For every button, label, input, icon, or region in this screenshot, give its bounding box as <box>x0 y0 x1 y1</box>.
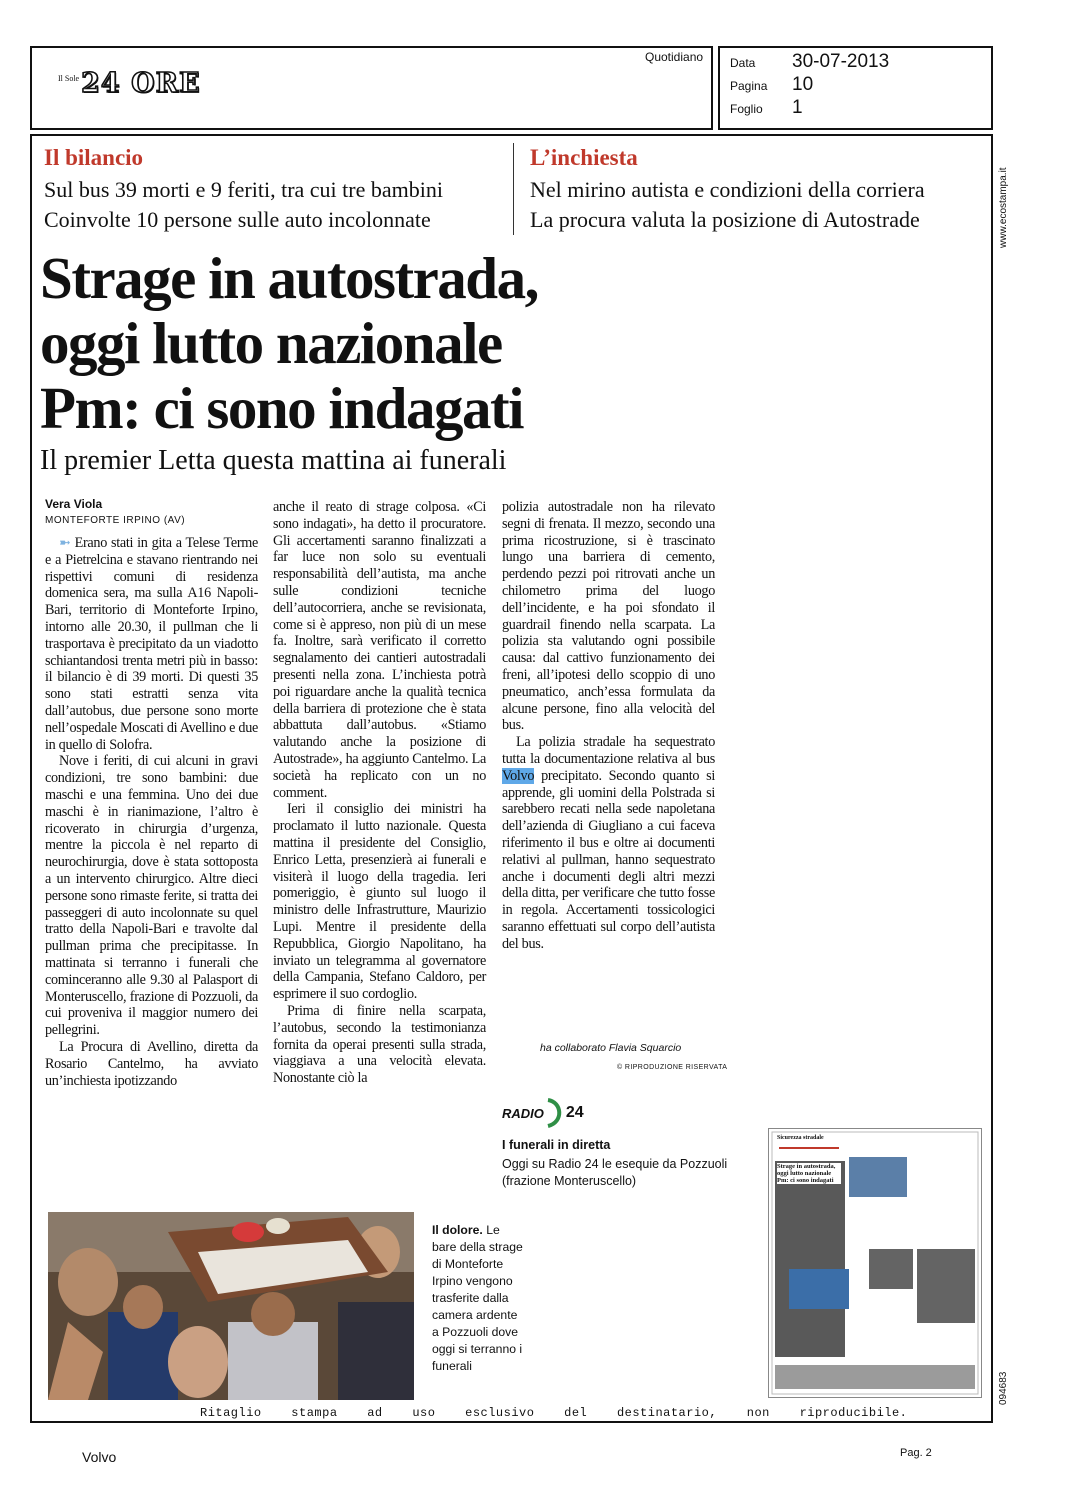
paragraph: polizia autostradale non ha rilevato segni di frenata. Il mezzo, secondo una prima ricostruzione, si è trascinato lungo una barriera di cemento, perdendo pezzi poi ritrovati anche un chilometro prima del luogo dell’incidente, e ha poi sfondato il guardrail finendo nella scarpata. La polizia sta valutando ogni possibile causa: dal cattivo funzionamento dei freni, all’ipotesi dello scoppio di uno pneumatico, anch’essa formulata da alcune persone, fino alla velocità del bus. <box>502 499 715 734</box>
meta-pagina-label: Pagina <box>730 79 768 93</box>
funeral-photo-illustration <box>48 1212 414 1400</box>
kicker-divider <box>513 143 514 235</box>
radio24-logo <box>502 1098 584 1128</box>
paragraph: ➼ Erano stati in gita a Telese Terme e a Pietrelcina e stavano rientrando nei rispettivi comuni di residenza domenica sera, ma sulla A16 Napoli-Bari, territorio di Monteforte Irpino, intorno alle 20.30, il pullman che li trasportava è precipitato da un viadotto schiantandosi trenta metri più in basso: il bilancio è di 39 morti. Di questi 35 sono stati estratti senza vita dall’autobus, due persone sono morte nell’ospedale Moscati di Avellino e due in quello di Solofra. <box>45 535 259 753</box>
code-vertical: 094683 <box>998 1371 1009 1405</box>
page-thumbnail <box>768 1128 982 1398</box>
photo-caption-bold: Il dolore. <box>432 1223 483 1237</box>
lead-arrow-icon: ➼ <box>59 535 75 551</box>
headline <box>40 246 538 441</box>
kicker-inchiesta-line2: La procura valuta la posizione di Autostrade <box>530 207 920 232</box>
headline-line-3: Pm: ci sono indagati <box>40 375 523 441</box>
meta-data-label: Data <box>730 56 756 70</box>
meta-foglio-label: Foglio <box>730 102 763 116</box>
contributor-credit: ha collaborato Flavia Squarcio <box>540 1042 682 1054</box>
website-vertical: www.ecostampa.it <box>998 167 1009 248</box>
meta-data-value: 30-07-2013 <box>792 51 890 72</box>
radio-title: I funerali in diretta <box>502 1138 611 1152</box>
rights-notice: © RIPRODUZIONE RISERVATA <box>617 1064 728 1071</box>
paragraph: anche il reato di strage colposa. «Ci sono indagati», ha detto il procuratore. Gli accertamenti saranno finalizzati a far luce non solo su eventuali responsabilità dell’autista, ma anche sulle condizioni tecniche dell’autocorriera, anche se revisionata, come si è appreso, non più di un mese fa. Inoltre, sarà verificato il corretto segnalamento dei cantieri autostradali presenti nella zona. L’inchiesta potrà poi riguardare anche la qualità tecnica della barriera di protezione che è stata abbattuta dall’autobus. «Stiamo valutando anche la posizione di Autostrade», ha aggiunto Cantelmo. La società ha replicato con un no comment. <box>273 499 486 801</box>
masthead-big: 24 ORE <box>81 68 201 99</box>
masthead-logo <box>58 68 201 99</box>
kicker-bilancio: Il bilancio <box>44 145 144 170</box>
paragraph: Nove i feriti, di cui alcuni in gravi condizioni, tre sono bambini: due maschi e una femmina. Uno dei due maschi è in rianimazione, l’altro è ricoverato in chirurgia d’urgenza, mentre la piccola è nel reparto di neurochirurgia, dove è stata sottoposta a un intervento chirurgico. Altre dieci persone sono rimaste ferite, si tratta dei passeggeri di auto incolonnate su quel tratto della Napoli-Bari e travolte dal pullman prima che precipitasse. In mattinata si terranno i funerali che cominceranno alle 9.30 al Palasport di Monteruscello, frazione di Pozzuoli, da cui proveniva il maggior numero dei pellegrini. <box>45 753 258 1039</box>
headline-line-2: oggi lutto nazionale <box>40 310 502 376</box>
meta-data-row <box>730 51 889 73</box>
dateline: MONTEFORTE IRPINO (AV) <box>45 515 186 526</box>
meta-pagina-row <box>730 74 813 96</box>
paragraph: La polizia stradale ha sequestrato tutta la documentazione relativa al bus Volvo precipitato. Secondo quanto si apprende, gli uomini della Polstrada si sarebbero recati nella sede napoletana dell’azienda di Giugliano a cui faceva riferimento il bus e oltre ai documenti relativi al pullman, hanno sequestrato anche i documenti degli altri mezzi della ditta, per verificare che tutto fosse in regola. Accertamenti tossicologici saranno effettuati sul corpo dell’autista del bus. <box>502 734 715 952</box>
highlight-volvo: Volvo <box>502 767 535 784</box>
article-column-1 <box>45 535 258 1089</box>
masthead-small: Il Sole <box>58 74 80 83</box>
author: Vera Viola <box>45 497 103 511</box>
headline-deck: Il premier Letta questa mattina ai funerali <box>40 445 507 476</box>
radio24-logo-text: RADIO <box>502 1105 544 1121</box>
radio24-logo-number: 24 <box>565 1104 584 1121</box>
footer-keyword: Volvo <box>82 1449 117 1465</box>
thumbnail-headline: Strage in autostrada, oggi lutto nazionale Pm: ci sono indagati <box>777 1163 841 1184</box>
paragraph: Ieri il consiglio dei ministri ha proclamato il lutto nazionale. Questa mattina il presidente del Consiglio, Enrico Letta, presenzierà ai funerali e visiterà il luogo della tragedia. Ieri pomeriggio, è giunto sul luogo il ministro delle Infrastrutture, Maurizio Lupi. Mentre il presidente della Repubblica, Giorgio Napolitano, ha inviato un telegramma al governatore della Campania, Stefano Caldoro, per esprimere il suo cordoglio. <box>273 801 486 1003</box>
clipping-disclaimer: Ritaglio stampa ad uso esclusivo del destinatario, non riproducibile. <box>200 1406 908 1420</box>
kicker-bilancio-line2: Coinvolte 10 persone sulle auto incolonnate <box>44 207 431 232</box>
article-column-2 <box>273 499 486 1087</box>
footer-page: Pag. 2 <box>900 1447 932 1459</box>
radio24-swoosh-icon <box>544 1098 566 1128</box>
photo-caption <box>432 1222 524 1375</box>
kicker-bilancio-line1: Sul bus 39 morti e 9 feriti, tra cui tre bambini <box>44 177 443 202</box>
kicker-inchiesta-line1: Nel mirino autista e condizioni della corriera <box>530 177 925 202</box>
photo-caption-text: Le bare della strage di Monteforte Irpino vengono trasferite dalla camera ardente a Pozzuoli dove oggi si terranno i funerali <box>432 1223 523 1373</box>
article-column-3 <box>502 499 715 953</box>
kicker-inchiesta: L’inchiesta <box>530 145 638 170</box>
paragraph: La Procura di Avellino, diretta da Rosario Cantelmo, ha avviato un’inchiesta ipotizzando <box>45 1038 258 1089</box>
funeral-photo <box>48 1212 414 1400</box>
paragraph: Prima di finire nella scarpata, l’autobus, secondo la testimonianza fornita da operai presenti sulla strada, viaggiava a una velocità elevata. Nonostante ciò la <box>273 1002 486 1087</box>
radio-body: Oggi su Radio 24 le esequie da Pozzuoli (frazione Monteruscello) <box>502 1157 728 1188</box>
meta-foglio-row <box>730 97 803 119</box>
thumbnail-section: Sicurezza stradale <box>777 1135 824 1141</box>
meta-pagina-value: 10 <box>792 74 814 95</box>
headline-line-1: Strage in autostrada, <box>40 245 538 311</box>
publication-type: Quotidiano <box>645 50 704 64</box>
meta-foglio-value: 1 <box>792 97 803 118</box>
